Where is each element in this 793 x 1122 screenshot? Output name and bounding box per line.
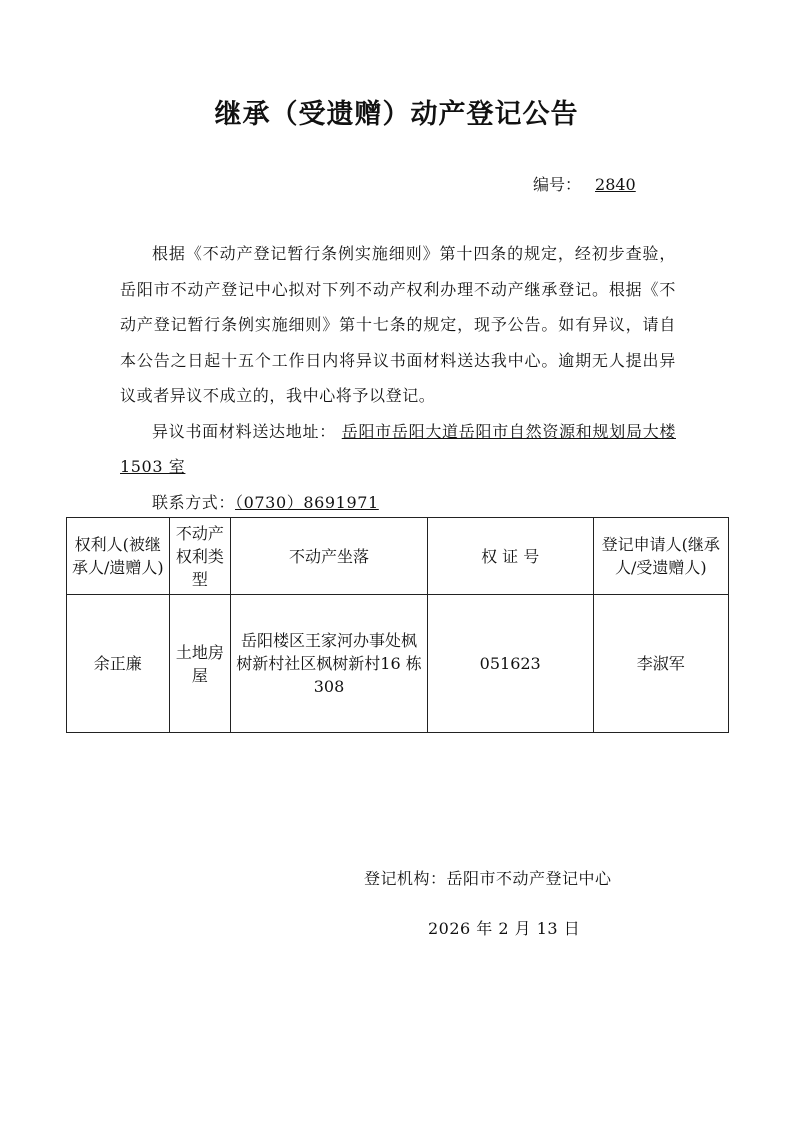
cell-right-type: 土地房屋 bbox=[169, 595, 231, 733]
header-certificate-number: 权 证 号 bbox=[427, 518, 593, 595]
org-label: 登记机构： bbox=[364, 869, 447, 888]
contact-label: 联系方式： bbox=[152, 492, 236, 512]
cell-right-holder: 余正廉 bbox=[67, 595, 170, 733]
header-location: 不动产坐落 bbox=[231, 518, 428, 595]
header-right-type: 不动产权利类型 bbox=[169, 518, 231, 595]
number-value: 2840 bbox=[595, 175, 636, 194]
notice-number bbox=[533, 172, 636, 195]
cell-location: 岳阳楼区王家河办事处枫树新村社区枫树新村16 栋 308 bbox=[231, 595, 428, 733]
header-right-holder: 权利人(被继承人/遗赠人) bbox=[67, 518, 170, 595]
contact-value: （0730）8691971 bbox=[235, 492, 379, 512]
objection-address bbox=[120, 414, 676, 485]
notice-title: 继承（受遗赠）动产登记公告 bbox=[214, 99, 579, 130]
header-applicant: 登记申请人(继承人/受遗赠人) bbox=[593, 518, 728, 595]
cell-applicant: 李淑军 bbox=[593, 595, 728, 733]
contact-info bbox=[120, 485, 676, 521]
table-row bbox=[67, 595, 729, 733]
registration-table bbox=[66, 517, 729, 733]
notice-body bbox=[120, 236, 676, 520]
table-header-row bbox=[67, 518, 729, 595]
org-value: 岳阳市不动产登记中心 bbox=[446, 869, 612, 888]
notice-paragraph: 根据《不动产登记暂行条例实施细则》第十四条的规定，经初步查验，岳阳市不动产登记中心拟对下列不动产权利办理不动产继承登记。根据《不动产登记暂行条例实施细则》第十七条的规定，现予公告。如有异议，请自本公告之日起十五个工作日内将异议书面材料送达我中心。逾期无人提出异议或者异议不成立的，我中心将予以登记。 bbox=[120, 244, 676, 405]
address-value: 岳阳市岳阳大道岳阳市自然资源和规划局大楼 1503 室 bbox=[120, 421, 676, 476]
cell-certificate-number: 051623 bbox=[427, 595, 593, 733]
number-label: 编号： bbox=[533, 175, 582, 194]
notice-date: 2026 年 2 月 13 日 bbox=[428, 919, 581, 938]
registration-authority bbox=[364, 866, 612, 889]
address-label: 异议书面材料送达地址： bbox=[152, 421, 336, 441]
